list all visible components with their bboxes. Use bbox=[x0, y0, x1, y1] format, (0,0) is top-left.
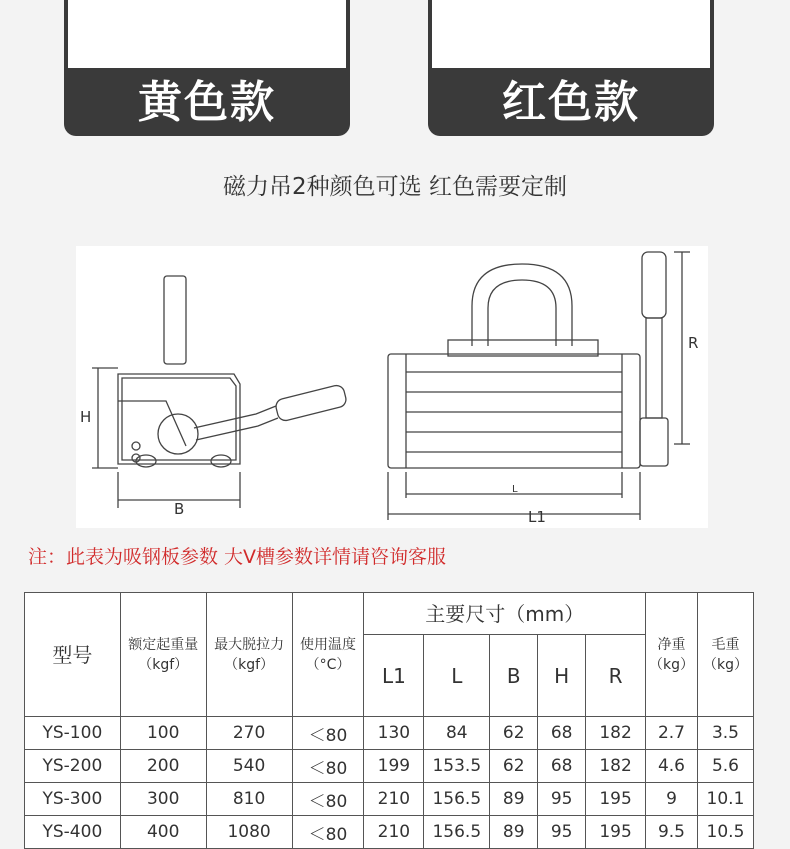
header-l: L bbox=[424, 635, 490, 717]
header-main-dims: 主要尺寸（mm） bbox=[364, 593, 646, 635]
table-row: YS-300 300 810 ＜80 210 156.5 89 95 195 9 10.1 bbox=[25, 783, 754, 816]
front-body-shape bbox=[388, 354, 640, 468]
table-row: YS-200 200 540 ＜80 199 153.5 62 68 182 4.6 5.6 bbox=[25, 750, 754, 783]
header-net-weight: 净重 （kg） bbox=[646, 593, 698, 717]
variant-card-yellow bbox=[64, 0, 350, 136]
header-max-pull: 最大脱拉力 （kgf） bbox=[206, 593, 292, 717]
header-h: H bbox=[538, 635, 586, 717]
front-handle-grip bbox=[642, 252, 666, 318]
table-note: 注：此表为吸钢板参数 大V槽参数详情请咨询客服 bbox=[28, 546, 447, 568]
header-b: B bbox=[490, 635, 538, 717]
dim-label-h: H bbox=[80, 408, 92, 426]
color-options-subtitle: 磁力吊2种颜色可选 红色需要定制 bbox=[223, 174, 567, 200]
header-r: R bbox=[586, 635, 646, 717]
dimension-diagram bbox=[76, 246, 708, 528]
lever-grip-shape bbox=[274, 384, 347, 422]
variant-label-red: 红色款 bbox=[502, 77, 640, 128]
header-temp: 使用温度 （°C） bbox=[292, 593, 364, 717]
handle-top-shape bbox=[164, 276, 186, 364]
table-row: YS-100 100 270 ＜80 130 84 62 68 182 2.7 3.5 bbox=[25, 717, 754, 750]
table-row: YS-400 400 1080 ＜80 210 156.5 89 95 195 9.5 10.5 bbox=[25, 816, 754, 849]
dim-label-l1: L1 bbox=[528, 508, 546, 526]
header-model: 型号 bbox=[25, 593, 121, 717]
dim-label-r: R bbox=[688, 334, 699, 352]
variant-label-yellow: 黄色款 bbox=[138, 77, 276, 128]
spec-table bbox=[24, 592, 754, 849]
technical-drawing bbox=[76, 246, 708, 528]
shackle-shape bbox=[472, 264, 572, 346]
pivot-circle bbox=[158, 414, 198, 454]
header-gross-weight: 毛重 （kg） bbox=[697, 593, 753, 717]
dim-label-l: L bbox=[512, 484, 518, 495]
dim-label-b: B bbox=[174, 500, 185, 518]
header-rated-load: 额定起重量 （kgf） bbox=[120, 593, 206, 717]
variant-card-red bbox=[428, 0, 714, 136]
header-l1: L1 bbox=[364, 635, 424, 717]
product-photo bbox=[68, 0, 346, 68]
product-photo bbox=[432, 0, 710, 68]
